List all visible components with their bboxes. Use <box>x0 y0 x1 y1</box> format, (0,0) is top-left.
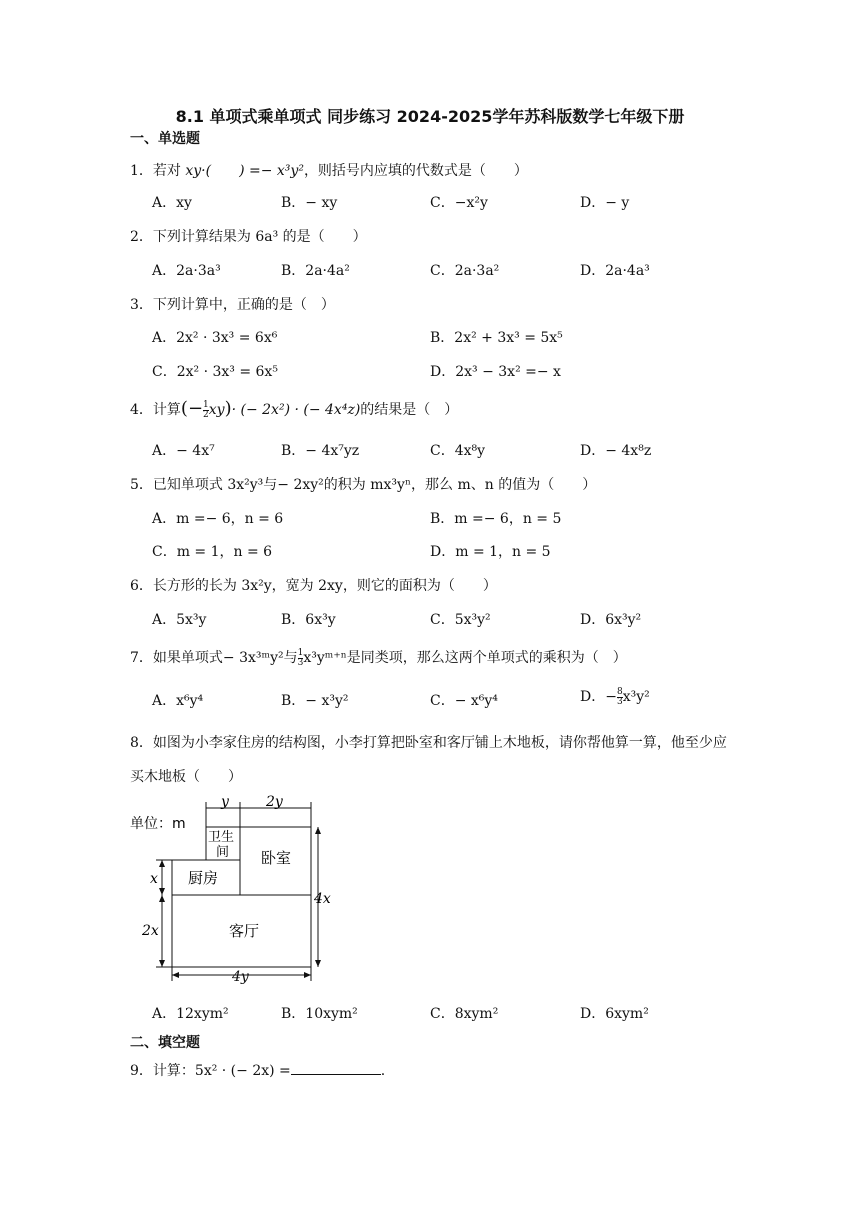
q1-option-d[interactable]: D．− y <box>580 195 630 211</box>
q4-option-d[interactable]: D．− 4x⁸z <box>580 443 652 459</box>
q1-stem-a: 1．若对 <box>130 163 186 179</box>
q9-stem: 9．计算：5x² · (− 2x) = <box>130 1063 291 1079</box>
q3-option-d[interactable]: D．2x³ − 3x² =− x <box>430 364 561 380</box>
q8-option-a[interactable]: A．12xym² <box>152 1006 229 1022</box>
q8-option-b[interactable]: B．10xym² <box>281 1006 358 1022</box>
q4-option-a[interactable]: A．− 4x⁷ <box>152 443 215 459</box>
bedroom-label: 卧室 <box>261 849 292 867</box>
q2-option-a[interactable]: A．2a·3a³ <box>152 263 221 279</box>
q1-expr: xy·( ) =− x³y² <box>185 163 304 179</box>
dim-label-4x: 4x <box>314 891 331 907</box>
q8-option-c[interactable]: C．8xym² <box>430 1006 499 1022</box>
q3-option-a[interactable]: A．2x² · 3x³ = 6x⁶ <box>152 330 278 346</box>
q6-option-d[interactable]: D．6x³y² <box>580 612 642 628</box>
question-9 <box>130 1060 385 1080</box>
q3-option-b[interactable]: B．2x² + 3x³ = 5x⁵ <box>430 330 563 346</box>
q8-option-d[interactable]: D．6xym² <box>580 1006 649 1022</box>
question-1 <box>130 160 528 180</box>
dim-label-4y: 4y <box>232 969 249 985</box>
q4-stem-a: 4．计算 <box>130 402 181 418</box>
section-single-choice: 一、单选题 <box>130 131 200 147</box>
q9-end: . <box>380 1063 386 1079</box>
q4-stem-b: 的结果是（ ） <box>360 402 459 418</box>
q4-expr: · (− 2x²) · (− 4x⁴z) <box>231 402 361 418</box>
section-fill-blank: 二、填空题 <box>130 1035 200 1051</box>
question-8: 8．如图为小李家住房的结构图，小李打算把卧室和客厅铺上木地板，请你帮他算一算，他至少应买木地板（ ） <box>130 735 727 785</box>
q7-fraction: $\frac{1}{3}$ <box>297 647 304 668</box>
kitchen-label: 厨房 <box>188 869 219 887</box>
question-3: 3．下列计算中，正确的是（ ） <box>130 297 335 313</box>
question-4: 4．计算(− $\frac{1}{2}$ xy)· (− 2x²) · (− 4x⁴z)的结果是（ ） <box>130 398 459 420</box>
q4-option-c[interactable]: C．4x⁸y <box>430 443 486 459</box>
q7-option-d[interactable]: D．− $\frac{8}{3}$ x³y² <box>580 686 650 707</box>
q2-option-c[interactable]: C．2a·3a² <box>430 263 500 279</box>
q2-option-d[interactable]: D．2a·4a³ <box>580 263 650 279</box>
question-7 <box>130 647 627 668</box>
q5-option-d[interactable]: D．m = 1，n = 5 <box>430 544 551 560</box>
dim-label-2x: 2x <box>142 923 159 939</box>
q6-option-b[interactable]: B．6x³y <box>281 612 336 628</box>
q4-fraction: $\frac{1}{2}$ <box>203 399 209 420</box>
q1-stem-b: ，则括号内应填的代数式是（ ） <box>303 163 528 179</box>
page-title: 8.1 单项式乘单项式 同步练习 2024-2025学年苏科版数学七年级下册 <box>175 107 685 126</box>
unit-label: 单位：m <box>130 816 186 832</box>
q7-option-b[interactable]: B．− x³y² <box>281 693 349 709</box>
bathroom-label-1: 卫生 <box>208 830 235 845</box>
q1-option-b[interactable]: B．− xy <box>281 195 338 211</box>
q6-option-c[interactable]: C．5x³y² <box>430 612 491 628</box>
q3-option-c[interactable]: C．2x² · 3x³ = 6x⁵ <box>152 364 278 380</box>
living-room-label: 客厅 <box>229 922 260 940</box>
q7-stem-a: 7．如果单项式− 3x³ᵐy²与 <box>130 650 298 666</box>
question-2: 2．下列计算结果为 6a³ 的是（ ） <box>130 229 367 245</box>
q1-option-a[interactable]: A．xy <box>152 195 192 211</box>
q7-option-a[interactable]: A．x⁶y⁴ <box>152 693 204 709</box>
q7-option-c[interactable]: C．− x⁶y⁴ <box>430 693 498 709</box>
q7-option-d-fraction: $\frac{8}{3}$ <box>616 686 623 707</box>
q5-option-c[interactable]: C．m = 1，n = 6 <box>152 544 273 560</box>
dim-label-x: x <box>150 871 158 887</box>
q5-option-a[interactable]: A．m =− 6，n = 6 <box>152 511 284 527</box>
q4-option-b[interactable]: B．− 4x⁷yz <box>281 443 360 459</box>
q5-option-b[interactable]: B．m =− 6，n = 5 <box>430 511 562 527</box>
q1-option-c[interactable]: C．−x²y <box>430 195 488 211</box>
q6-option-a[interactable]: A．5x³y <box>152 612 207 628</box>
dim-label-2y: 2y <box>266 795 283 810</box>
dim-label-y: y <box>221 795 229 810</box>
q2-option-b[interactable]: B．2a·4a² <box>281 263 350 279</box>
floor-plan-diagram <box>128 795 338 985</box>
question-6: 6．长方形的长为 3x²y，宽为 2xy，则它的面积为（ ） <box>130 578 497 594</box>
q7-stem-b: x³yᵐ⁺ⁿ是同类项，那么这两个单项式的乘积为（ ） <box>303 650 627 666</box>
question-5: 5．已知单项式 3x²y³与− 2xy²的积为 mx³yⁿ，那么 m、n 的值为（ ） <box>130 477 597 493</box>
q9-answer-blank[interactable] <box>291 1060 381 1075</box>
bathroom-label-2: 间 <box>216 845 230 860</box>
